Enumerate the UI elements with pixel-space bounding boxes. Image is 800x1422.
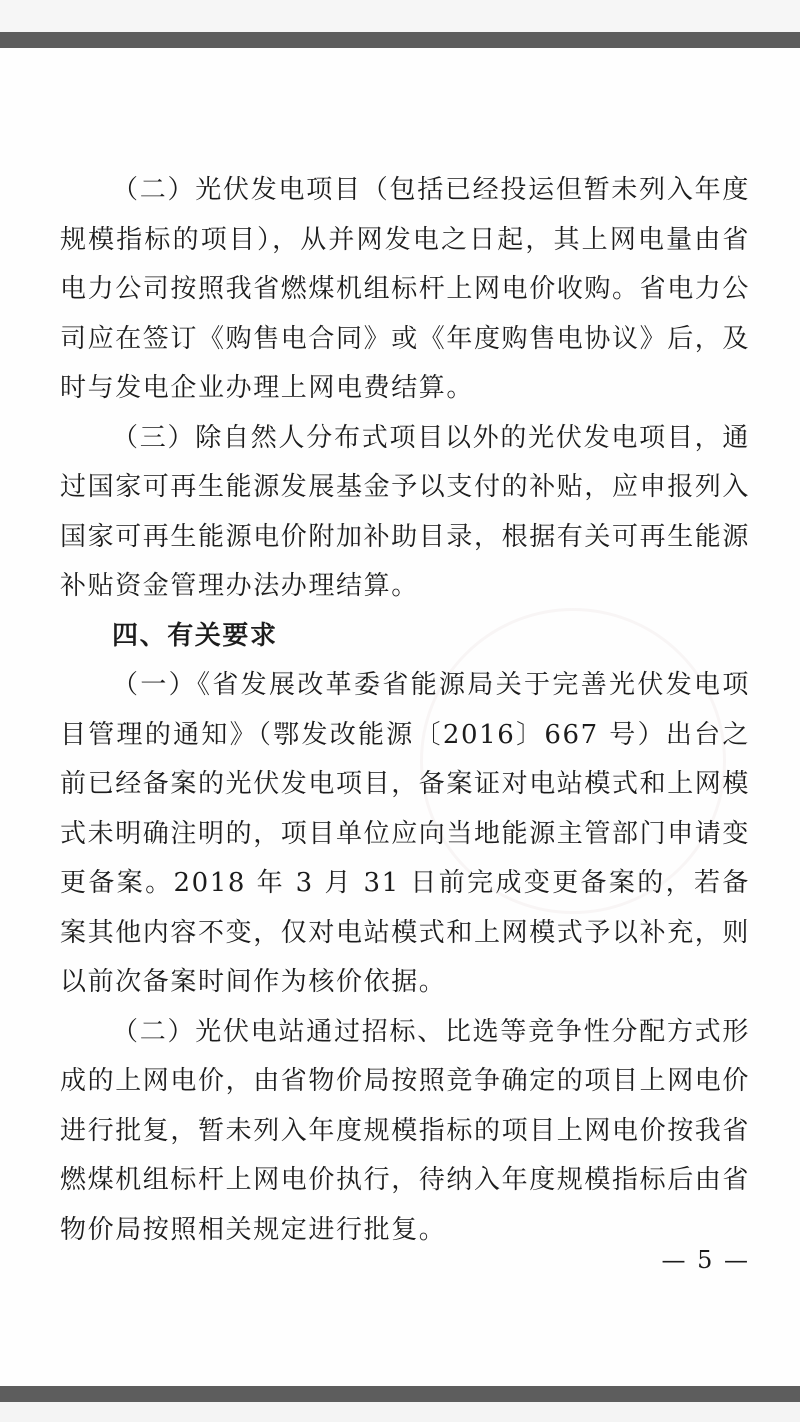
document-body <box>60 166 750 1255</box>
bottom-margin <box>0 1402 800 1422</box>
section-heading-requirements: 四、有关要求 <box>112 620 278 651</box>
paragraph-subsidy-settlement: （三）除自然人分布式项目以外的光伏发电项目，通过国家可再生能源发展基金予以支付的补贴，应申报列入国家可再生能源电价附加补助目录，根据有关可再生能源补贴资金管理办法办理结算。 <box>60 422 751 601</box>
bottom-border-bar <box>0 1386 800 1402</box>
page-number: — 5 — <box>661 1246 750 1274</box>
paragraph-filing-change: （一）《省发展改革委省能源局关于完善光伏发电项目管理的通知》（鄂发改能源〔2016〕667 号）出台之前已经备案的光伏发电项目，备案证对电站模式和上网模式未明确注明的，项目单位应向当地能源主管部门申请变更备案。2018 年 3 月 31 日前完成变更备案的，若备案其他内容不变，仅对电站模式和上网模式予以补充，则以前次备案时间作为核价依据。 <box>60 670 751 997</box>
top-margin <box>0 0 800 32</box>
paragraph-pv-power-purchase: （二）光伏发电项目（包括已经投运但暂未列入年度规模指标的项目），从并网发电之日起，其上网电量由省电力公司按照我省燃煤机组标杆上网电价收购。省电力公司应在签订《购售电合同》或《年度购售电协议》后，及时与发电企业办理上网电费结算。 <box>60 175 751 403</box>
paragraph-pricing-approval: （二）光伏电站通过招标、比选等竞争性分配方式形成的上网电价，由省物价局按照竞争确定的项目上网电价进行批复，暂未列入年度规模指标的项目上网电价按我省燃煤机组标杆上网电价执行，待纳入年度规模指标后由省物价局按照相关规定进行批复。 <box>60 1016 751 1245</box>
top-border-bar <box>0 32 800 48</box>
